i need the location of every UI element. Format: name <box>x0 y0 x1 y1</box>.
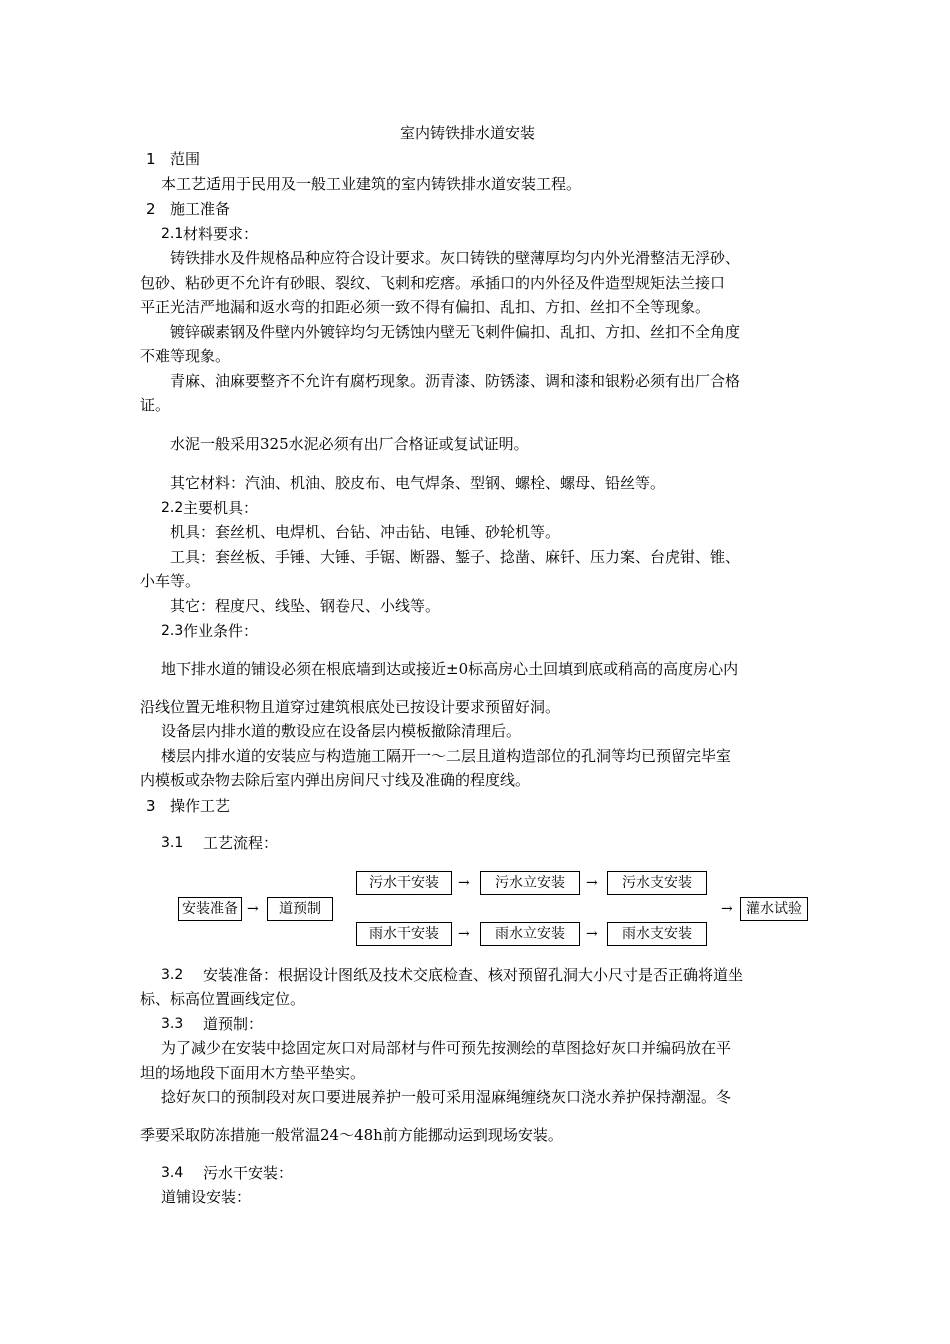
section-1-heading: 范围 <box>170 150 201 168</box>
paragraph: 小车等。 <box>140 572 201 590</box>
section-2-heading: 施工准备 <box>170 200 231 218</box>
subsection-3-3-number: 3.3 <box>161 1016 184 1032</box>
paragraph: 内模板或杂物去除后室内弹出房间尺寸线及准确的程度线。 <box>140 771 531 789</box>
flow-arrow: → <box>721 901 733 917</box>
flow-box-bottom-2: 雨水立安装 <box>480 922 580 946</box>
flow-box-bottom-1: 雨水干安装 <box>356 922 452 946</box>
subsection-2-1-number: 2.1 <box>161 226 184 242</box>
subsection-2-2-heading: 主要机具： <box>183 499 259 517</box>
paragraph: 本工艺适用于民用及一般工业建筑的室内铸铁排水道安装工程。 <box>161 175 582 193</box>
flow-arrow: → <box>586 875 598 891</box>
flow-box-top-2: 污水立安装 <box>480 871 580 895</box>
subsection-2-3-number: 2.3 <box>161 623 184 639</box>
subsection-3-4-number: 3.4 <box>161 1165 184 1181</box>
flow-box-bottom-3: 雨水支安装 <box>607 922 707 946</box>
flow-box-start: 安装准备 <box>178 897 242 921</box>
paragraph: 镀锌碳素钢及件壁内外镀锌均匀无锈蚀内壁无飞刺件偏扣、乱扣、方扣、丝扣不全角度 <box>170 323 741 341</box>
section-2-number: 2 <box>146 200 156 218</box>
section-3-heading: 操作工艺 <box>170 797 231 815</box>
paragraph: 其它：程度尺、线坠、钢卷尺、小线等。 <box>170 597 441 615</box>
paragraph: 楼层内排水道的安装应与构造施工隔开一～二层且道构造部位的孔洞等均已预留完毕室 <box>161 747 732 765</box>
subsection-2-3-heading: 作业条件： <box>183 622 259 640</box>
paragraph: 青麻、油麻要整齐不允许有腐朽现象。沥青漆、防锈漆、调和漆和银粉必须有出厂合格 <box>170 372 741 390</box>
flow-box-top-3: 污水支安装 <box>607 871 707 895</box>
paragraph: 捻好灰口的预制段对灰口要进展养护一般可采用湿麻绳缠绕灰口浇水养护保持潮湿。冬 <box>161 1088 732 1106</box>
paragraph: 地下排水道的铺设必须在根底墙到达或接近±0标高房心土回填到底或稍高的高度房心内 <box>161 660 739 678</box>
section-1-number: 1 <box>146 150 156 168</box>
section-3-number: 3 <box>146 797 156 815</box>
paragraph: 标、标高位置画线定位。 <box>140 990 306 1008</box>
paragraph: 季要采取防冻措施一般常温24～48h前方能挪动运到现场安装。 <box>140 1126 563 1144</box>
paragraph: 铸铁排水及件规格品种应符合设计要求。灰口铸铁的壁薄厚均匀内外光滑整洁无浮砂、 <box>170 249 741 267</box>
flow-box-end: 灌水试验 <box>740 897 808 921</box>
paragraph: 安装准备：根据设计图纸及技术交底检查、核对预留孔洞大小尺寸是否正确将道坐 <box>203 966 744 984</box>
subsection-3-1-heading: 工艺流程： <box>203 834 279 852</box>
paragraph: 平正光洁严地漏和返水弯的扣距必须一致不得有偏扣、乱扣、方扣、丝扣不全等现象。 <box>140 298 711 316</box>
paragraph: 工具：套丝板、手锤、大锤、手锯、断器、錾子、捻凿、麻钎、压力案、台虎钳、锥、 <box>170 548 741 566</box>
paragraph: 包砂、粘砂更不允许有砂眼、裂纹、飞刺和疙瘩。承插口的内外径及件造型规矩法兰接口 <box>140 274 726 292</box>
subsection-3-1-number: 3.1 <box>161 835 184 851</box>
flow-arrow: → <box>458 926 470 942</box>
flow-box-prep: 道预制 <box>267 897 333 921</box>
flow-box-top-1: 污水干安装 <box>356 871 452 895</box>
subsection-3-4-heading: 污水干安装： <box>203 1164 294 1182</box>
subsection-2-1-heading: 材料要求： <box>183 225 259 243</box>
flow-arrow: → <box>458 875 470 891</box>
subsection-3-2-number: 3.2 <box>161 967 184 983</box>
paragraph: 机具：套丝机、电焊机、台钻、冲击钻、电锤、砂轮机等。 <box>170 523 561 541</box>
paragraph: 设备层内排水道的敷设应在设备层内模板撤除清理后。 <box>161 722 522 740</box>
subsection-3-3-heading: 道预制： <box>203 1015 264 1033</box>
paragraph: 沿线位置无堆积物且道穿过建筑根底处已按设计要求预留好洞。 <box>140 698 561 716</box>
paragraph: 道铺设安装： <box>161 1188 252 1206</box>
flow-arrow: → <box>586 926 598 942</box>
paragraph: 水泥一般采用325水泥必须有出厂合格证或复试证明。 <box>170 435 529 453</box>
subsection-2-2-number: 2.2 <box>161 500 184 516</box>
paragraph: 不难等现象。 <box>140 347 231 365</box>
page-title: 室内铸铁排水道安装 <box>400 124 536 142</box>
flow-arrow: → <box>247 901 259 917</box>
paragraph: 坦的场地段下面用木方垫平垫实。 <box>140 1064 366 1082</box>
paragraph: 其它材料：汽油、机油、胶皮布、电气焊条、型钢、螺栓、螺母、铅丝等。 <box>170 474 666 492</box>
paragraph: 证。 <box>140 396 171 414</box>
paragraph: 为了减少在安装中捻固定灰口对局部材与件可预先按测绘的草图捻好灰口并编码放在平 <box>161 1039 732 1057</box>
